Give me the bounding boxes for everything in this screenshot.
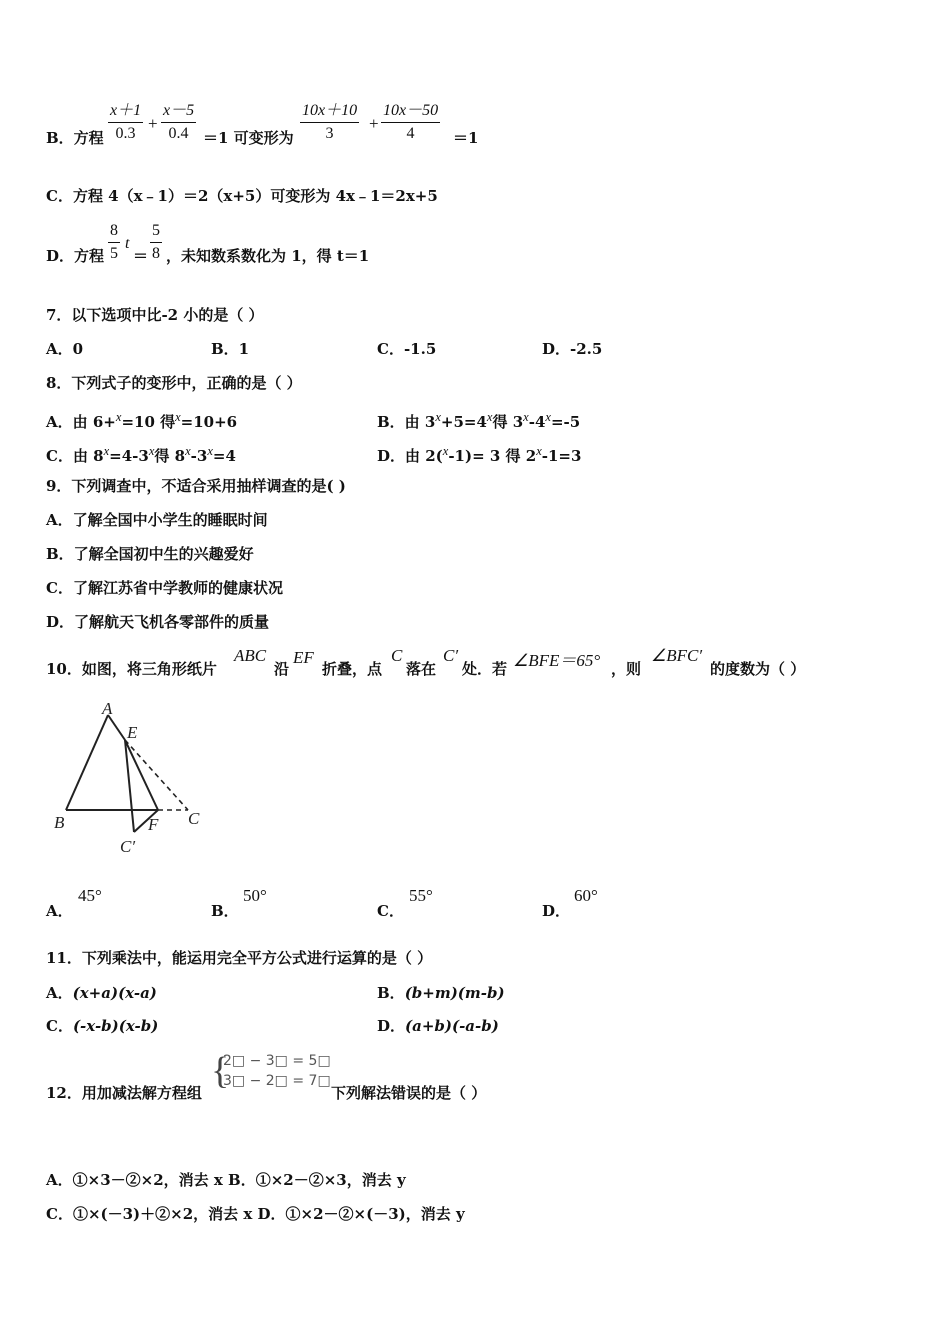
question-11-stem: 11．下列乘法中，能运用完全平方公式进行运算的是（ ） [46, 949, 433, 967]
q8-option-b: B．由 $3^x+5=4^x$得 $3^x-4^x=-5$ [377, 410, 581, 431]
label-b: B [54, 813, 65, 832]
line-ae [108, 715, 125, 740]
option-d-label: D．方程 [46, 247, 105, 265]
variable-t: t [125, 235, 130, 252]
q12-options-cd: C．①×(－3)＋②×2，消去 x D．①×2－②×(－3)，消去 y [46, 1205, 465, 1223]
question-12-prefix: 12．用加减法解方程组 [46, 1084, 202, 1102]
line-ab [66, 715, 108, 810]
fraction-4: $\frac{10x-50}{4}$ [383, 102, 439, 142]
dashed-ec [125, 740, 188, 810]
option-b-label: B．方程 [46, 129, 104, 147]
fraction-8-5: $\frac{8}{5}$ [110, 222, 118, 262]
q11-option-c: C．(-x-b)(x-b) [46, 1017, 159, 1035]
label-f: F [148, 815, 159, 834]
q10-option-c-value: 55° [409, 886, 433, 905]
line-ec-prime [125, 740, 134, 832]
label-a: A [102, 700, 113, 718]
system-equation-2: 3□ − 2□ = 7□ [223, 1073, 331, 1089]
fraction-2: $\frac{x-5}{0.4}$ [163, 102, 195, 142]
option-c-equation: C．方程 4（x﹣1）＝2（x+5）可变形为 4x﹣1＝2x+5 [46, 187, 438, 205]
q10-option-d-value: 60° [574, 886, 598, 905]
equals-sign: ＝ [133, 247, 149, 265]
q10-option-b-value: 50° [243, 886, 267, 905]
fraction-5-8: $\frac{5}{8}$ [152, 222, 160, 262]
fraction-1: $\frac{x+1}{0.3}$ [110, 102, 142, 142]
q8-option-a: A．由 6+$^x$=10 得$^x$=10+6 [46, 410, 238, 431]
q10-option-a-value: 45° [78, 886, 102, 905]
label-e: E [127, 723, 138, 742]
q11-option-a: A．(x+a)(x-a) [46, 984, 157, 1002]
question-7-stem: 7．以下选项中比-2 小的是（ ） [46, 306, 264, 324]
fraction-3: $\frac{10x+10}{3}$ [302, 102, 358, 142]
option-b-middle: ＝1 可变形为 [203, 129, 294, 147]
q12-options-ab: A．①×3－②×2，消去 x B．①×2－②×3，消去 y [46, 1171, 406, 1189]
point-c: C [391, 646, 403, 665]
angle-bfc-prime: ∠BFC′ [651, 646, 703, 665]
q8-option-c: C．由 $8^x=4-3^x$得 $8^x-3^x=4$ [46, 444, 236, 465]
label-c-prime: C′ [120, 837, 136, 856]
q10-option-c-letter: C． [377, 902, 404, 920]
question-8-stem: 8．下列式子的变形中，正确的是（ ） [46, 374, 302, 392]
q10-option-b-letter: B． [211, 902, 239, 920]
angle-bfe: ∠BFE＝65° [513, 651, 601, 670]
q11-option-b: B．(b+m)(m-b) [377, 984, 505, 1002]
q9-option-c: C．了解江苏省中学教师的健康状况 [46, 579, 283, 597]
label-c: C [188, 809, 200, 828]
plus-sign-2: + [369, 114, 379, 133]
plus-sign: + [148, 114, 158, 133]
point-c-prime: C′ [443, 646, 459, 665]
segment-ef: EF [293, 648, 314, 667]
q9-option-a: A．了解全国中小学生的睡眠时间 [46, 511, 268, 529]
option-d-rest: ，未知数系数化为 1，得 t＝1 [166, 247, 370, 265]
q7-option-b: B．1 [211, 340, 250, 358]
q9-option-d: D．了解航天飞机各零部件的质量 [46, 613, 270, 631]
question-9-stem: 9．下列调查中，不适合采用抽样调查的是( ) [46, 477, 346, 495]
option-b-end: ＝1 [453, 129, 479, 147]
q9-option-b: B．了解全国初中生的兴趣爱好 [46, 545, 254, 563]
q7-option-c: C．-1.5 [377, 340, 437, 358]
system-brace: { [211, 1050, 230, 1092]
q8-option-d: D．由 2($^x$-1)= 3 得 $2^x-1=3$ [377, 444, 582, 465]
triangle-fold-figure [50, 700, 220, 860]
q10-option-d-letter: D． [542, 902, 571, 920]
q7-option-d: D．-2.5 [542, 340, 603, 358]
q11-option-d: D．(a+b)(-a-b) [377, 1017, 499, 1035]
q10-option-a-letter: A． [46, 902, 73, 920]
system-equation-1: 2□ − 3□ = 5□ [223, 1053, 331, 1069]
question-12-suffix: 下列解法错误的是（ ） [331, 1084, 487, 1102]
q7-option-a: A．0 [46, 340, 84, 358]
triangle-abc: ABC [234, 646, 267, 665]
